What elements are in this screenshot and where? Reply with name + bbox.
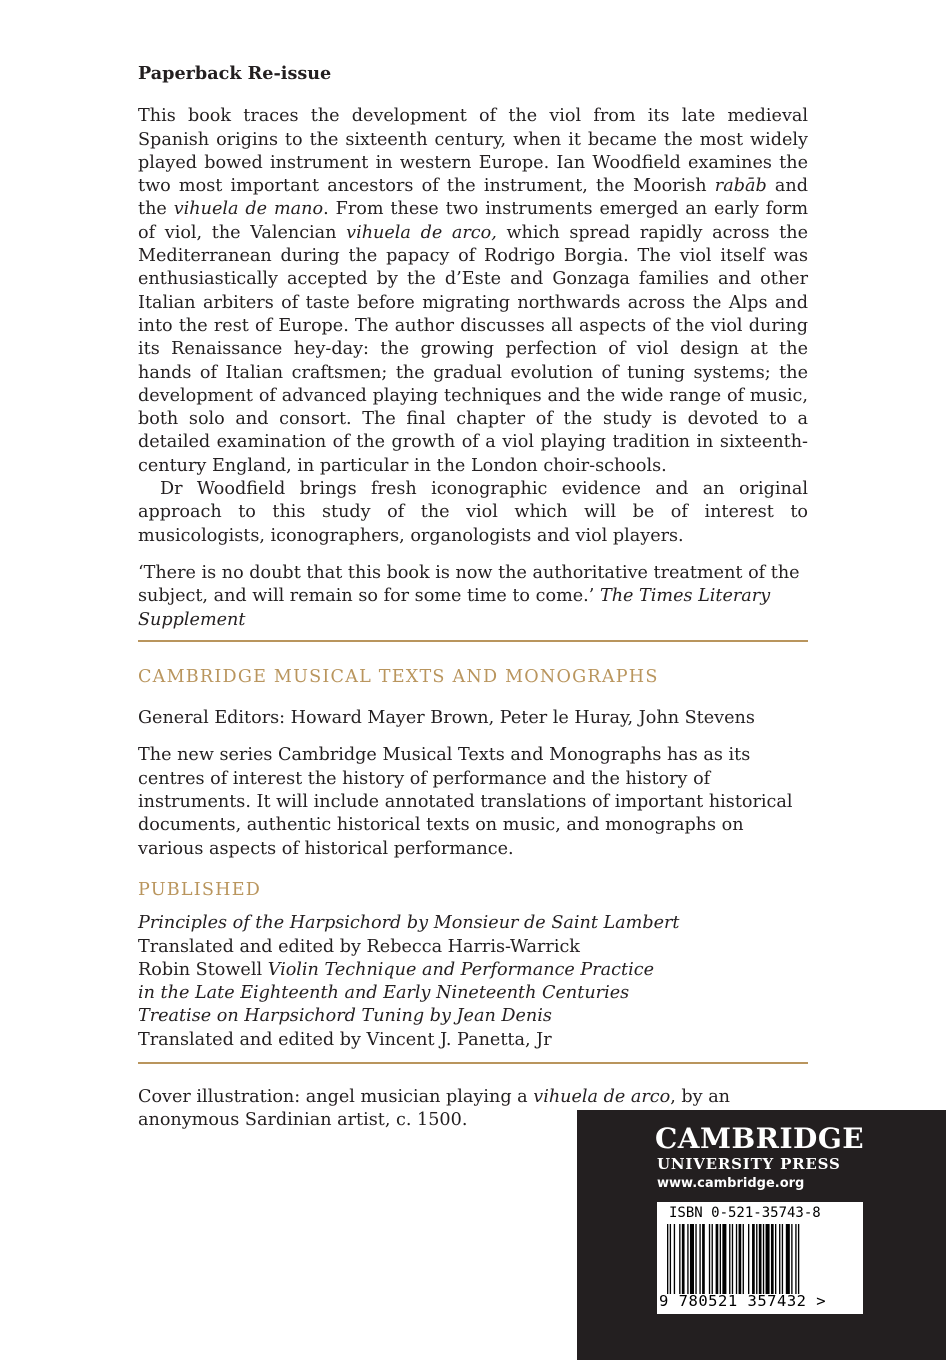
barcode-bar <box>695 1224 696 1294</box>
barcode-bar <box>702 1224 705 1294</box>
barcode-bar <box>674 1224 675 1294</box>
blurb-paragraph-1 <box>138 105 808 478</box>
barcode-bar <box>720 1224 721 1294</box>
published-list <box>138 912 808 1052</box>
published-title: in the Late Eighteenth and Early Nineteenth Centuries <box>138 983 630 1004</box>
published-line <box>138 982 808 1005</box>
barcode-bar <box>736 1224 737 1294</box>
blurb-italic-vihuela-de-mano: vihuela de mano <box>173 199 324 220</box>
blurb-italic-rabab: rabāb <box>714 176 767 197</box>
barcode-bar <box>670 1224 671 1294</box>
barcode-bar <box>766 1224 770 1294</box>
publisher-url: www.cambridge.org <box>657 1176 805 1191</box>
blurb-text: which spread rapidly across the Mediterranean during the papacy of Rodrigo Borgia. The viol itself was enthusiastically accepted by the d’Este and Gonzaga families and other Italian arbiters of taste before migrating northwards across the Alps and into the rest of Europe. The author discusses all aspects of the viol during its Renaissance hey-day: the growing perfection of viol design at the hands of Italian craftsmen; the gradual evolution of tuning systems; the development of advanced playing techniques and the wide range of music, both solo and consort. The final chapter of the study is devoted to a detailed examination of the growth of a viol playing tradition in sixteenth-century England, in particular in the London choir-schools. <box>138 222 808 476</box>
barcode-bar <box>756 1224 757 1294</box>
blurb-text: . From these two instruments emerged an early form of viol, the Valencian <box>138 199 808 243</box>
barcode-bar <box>798 1224 799 1294</box>
barcode-bar <box>732 1224 733 1294</box>
blurb-text: This book traces the development of the viol from its late medieval Spanish origins to the sixteenth century, when it became the most widely played bowed instrument in western Europe. Ian Woodfield examines the two most important ancestors of the instrument, the Moorish <box>138 106 808 197</box>
published-title: Principles of the Harpsichord by Monsieur de Saint Lambert <box>138 913 680 934</box>
published-title: Treatise on Harpsichord Tuning by Jean Denis <box>138 1006 552 1027</box>
published-line: Translated and edited by Rebecca Harris-Warrick <box>138 936 580 957</box>
quote-text: ‘There is no doubt that this book is now the authoritative treatment of the subject, and will remain so for some time to come.’ <box>138 562 800 607</box>
barcode-bar <box>667 1224 668 1294</box>
series-title: CAMBRIDGE MUSICAL TEXTS AND MONOGRAPHS <box>138 666 659 687</box>
published-line <box>138 912 808 935</box>
page-heading: Paperback Re-issue <box>138 63 332 84</box>
barcode-bar <box>752 1224 755 1294</box>
barcode-bar <box>771 1224 774 1294</box>
barcode-bar <box>679 1224 680 1294</box>
published-author: Robin Stowell <box>138 959 268 980</box>
barcode-bar <box>748 1224 749 1294</box>
publisher-panel <box>577 1110 946 1360</box>
published-title: Violin Technique and Performance Practice <box>267 959 654 980</box>
published-line <box>138 959 808 982</box>
barcode <box>657 1202 863 1314</box>
barcode-bar <box>690 1224 694 1294</box>
review-quote <box>138 562 808 632</box>
barcode-bar <box>786 1224 790 1294</box>
series-description: The new series Cambridge Musical Texts and Monographs has as its centres of interest the history of performance and the history of instruments. It will include annotated translations of important historical documents, authentic historical texts on music, and monographs on various aspects of historical performance. <box>138 745 793 859</box>
barcode-bars <box>667 1224 855 1294</box>
isbn-text: ISBN 0-521-35743-8 <box>669 1205 821 1221</box>
barcode-bar <box>779 1224 780 1294</box>
credit-text: , by an anonymous Sardinian artist, c. 1500. <box>138 1086 731 1131</box>
barcode-bar <box>716 1224 719 1294</box>
barcode-bar <box>759 1224 762 1294</box>
barcode-bar <box>712 1224 713 1294</box>
barcode-bar <box>709 1224 710 1294</box>
barcode-bar <box>743 1224 744 1294</box>
barcode-bar <box>682 1224 685 1294</box>
blurb-italic-vihuela-de-arco: vihuela de arco, <box>346 222 497 243</box>
publisher-logo: CAMBRIDGE <box>655 1122 865 1155</box>
barcode-bar <box>699 1224 700 1294</box>
barcode-bar <box>722 1224 726 1294</box>
barcode-bar <box>791 1224 792 1294</box>
barcode-bar <box>729 1224 730 1294</box>
published-label: PUBLISHED <box>138 879 262 900</box>
barcode-bar <box>687 1224 688 1294</box>
quote-source: The Times Literary Supplement <box>138 586 771 630</box>
barcode-bar <box>739 1224 742 1294</box>
published-line: Translated and edited by Vincent J. Panetta, Jr <box>138 1029 552 1050</box>
barcode-bar <box>763 1224 764 1294</box>
publisher-subtitle: UNIVERSITY PRESS <box>657 1155 841 1173</box>
back-cover-text <box>138 62 808 1133</box>
ean-digits: 9 780521 357432 > <box>659 1292 827 1310</box>
blurb-paragraph-2: Dr Woodfield brings fresh iconographic evidence and an original approach to this study of the viol which will be of interest to musicologists, iconographers, organologists and viol players. <box>138 479 808 546</box>
divider-rule <box>138 1062 808 1064</box>
barcode-bar <box>795 1224 796 1294</box>
barcode-bar <box>782 1224 783 1294</box>
credit-text: Cover illustration: angel musician playing a <box>138 1086 534 1107</box>
blurb-text: and the <box>138 176 808 220</box>
credit-italic: vihuela de arco <box>533 1086 671 1107</box>
barcode-bar <box>775 1224 776 1294</box>
series-editors: General Editors: Howard Mayer Brown, Peter le Huray, John Stevens <box>138 708 755 729</box>
published-line <box>138 1005 808 1028</box>
divider-rule <box>138 640 808 642</box>
